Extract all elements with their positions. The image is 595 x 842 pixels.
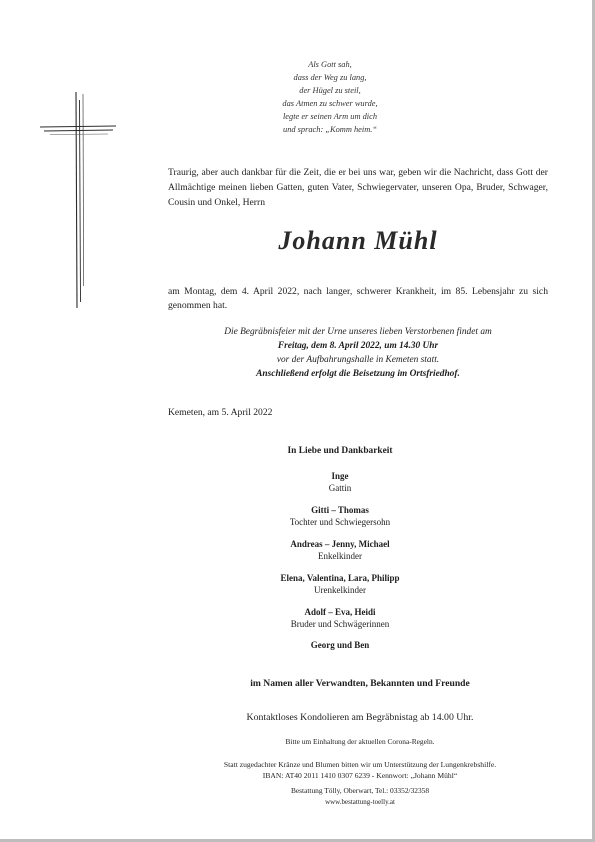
mourner-relation: Gattin — [328, 483, 352, 493]
mourners-list — [220, 446, 460, 664]
mourner-relation: Tochter und Schwiegersohn — [289, 517, 391, 527]
deceased-name: Johann Mühl — [278, 226, 438, 255]
death-notice: am Montag, dem 4. April 2022, nach langer, schwerer Krankheit, im 85. Lebensjahr zu sich genommen hat. — [168, 286, 548, 311]
undertaker-line: Bestattung Tölly, Oberwart, Tel.: 03352/32358 — [290, 786, 430, 795]
corona-note: Bitte um Einhaltung der aktuellen Corona-Regeln. — [285, 737, 435, 746]
poem-line: dass der Weg zu lang, — [293, 73, 367, 82]
condolence-note: Kontaktloses Kondolieren am Begräbnistag ab 14.00 Uhr. — [246, 712, 474, 723]
mourner-names: Adolf – Eva, Heidi — [304, 607, 376, 617]
funeral-info — [168, 325, 548, 381]
cross-icon — [38, 90, 118, 310]
poem — [230, 58, 430, 136]
poem-line: der Hügel zu steil, — [299, 86, 361, 95]
mourner-relation: Bruder und Schwägerinnen — [290, 619, 390, 629]
mourner-group — [220, 572, 460, 596]
donation-line: Statt zugedachter Kränze und Blumen bitten wir um Unterstützung der Lungenkrebshilfe. — [223, 760, 497, 769]
poem-line: legte er seinen Arm um dich — [282, 112, 378, 121]
funeral-line: Die Begräbnisfeier mit der Urne unseres lieben Verstorbenen findet am — [224, 327, 492, 337]
donation-note — [165, 760, 555, 781]
funeral-date: Freitag, dem 8. April 2022, um 14.30 Uhr — [277, 341, 439, 351]
mourner-names: Gitti – Thomas — [311, 505, 369, 515]
funeral-line: vor der Aufbahrungshalle in Kemeten statt. — [276, 355, 440, 365]
mourner-names: Inge — [331, 471, 349, 481]
poem-line: das Atmen zu schwer wurde, — [282, 99, 378, 108]
mourners-heading: In Liebe und Dankbarkeit — [287, 446, 393, 456]
mourner-group — [220, 470, 460, 494]
mourner-group — [220, 504, 460, 528]
mourner-names: Elena, Valentina, Lara, Philipp — [280, 573, 400, 583]
poem-line: und sprach: „Komm heim.“ — [283, 125, 377, 134]
mourner-group — [220, 606, 460, 630]
mourner-group — [220, 538, 460, 562]
mourner-names: Andreas – Jenny, Michael — [290, 539, 390, 549]
undertaker-url: www.bestattung-toelly.at — [325, 797, 395, 806]
undertaker-info — [170, 786, 550, 807]
mourner-final-group: Georg und Ben — [310, 640, 370, 650]
intro-text: Traurig, aber auch dankbar für die Zeit, die er bei uns war, geben wir die Nachricht, dass Gott der Allmächtige meinen lieben Gatten, guten Vater, Schwiegervater, unseren Opa, Bruder, Schwager, Cousin und Onkel, Herrn — [168, 167, 548, 208]
poem-line: Als Gott sah, — [308, 60, 352, 69]
closing-line: im Namen aller Verwandten, Bekannten und Freunde — [250, 678, 470, 689]
place-date: Kemeten, am 5. April 2022 — [168, 407, 273, 418]
mourner-relation: Urenkelkinder — [314, 585, 366, 595]
mourner-relation: Enkelkinder — [318, 551, 362, 561]
funeral-line: Anschließend erfolgt die Beisetzung im Ortsfriedhof. — [256, 369, 460, 379]
donation-iban: IBAN: AT40 2011 1410 0307 6239 - Kennwort: „Johann Mühl“ — [262, 770, 458, 780]
